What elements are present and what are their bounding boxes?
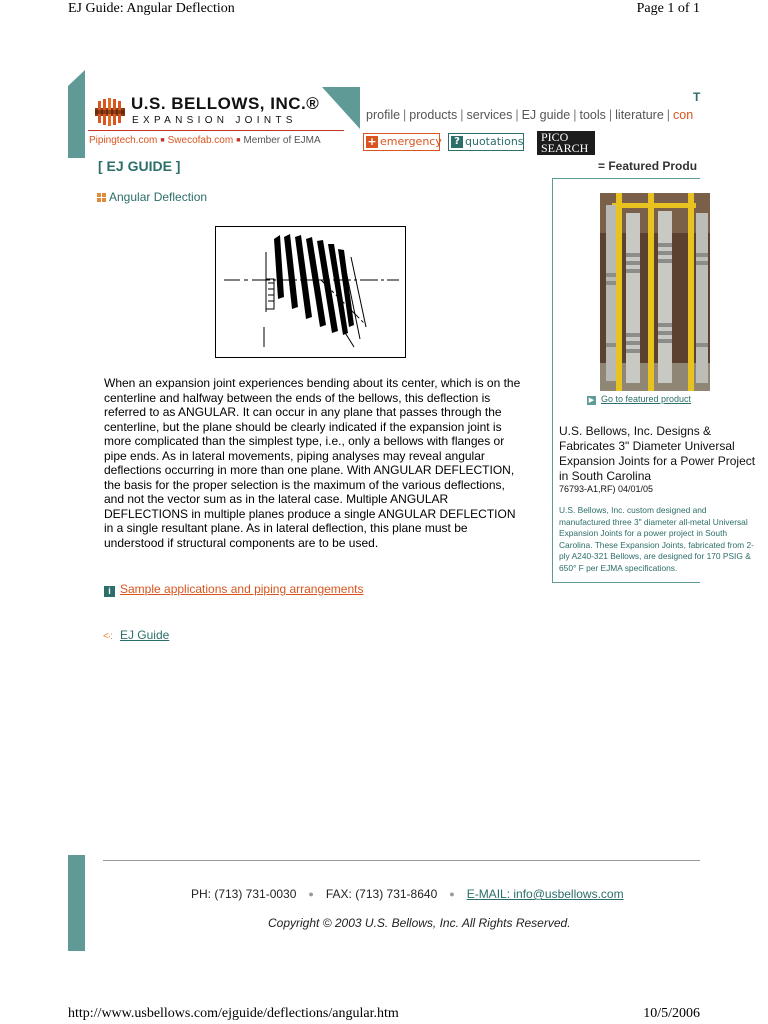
pico-label-line1: PICO [541,130,569,144]
footer-copyright: Copyright © 2003 U.S. Bellows, Inc. All Rights Reserved. [268,916,571,930]
featured-products-heading: = Featured Produ [598,159,698,173]
featured-product-code: 76793-A1,RF) 04/01/05 [559,484,654,494]
bullet-dot-icon: ● [308,889,314,899]
footer-contact-line [191,887,624,901]
print-footer [68,1006,700,1024]
print-date: 10/5/2006 [643,1006,700,1021]
question-icon: ? [451,136,463,148]
sample-applications-link[interactable]: Sample applications and piping arrangements [120,582,364,596]
footer-divider [103,860,700,861]
ejma-member-text: Member of EJMA [243,135,321,146]
nav-contact[interactable]: con [673,108,694,122]
nav-ej-guide[interactable]: EJ guide [521,108,571,122]
ej-guide-link[interactable]: EJ Guide [119,628,170,642]
nav-services[interactable]: services [466,108,513,122]
subtitle-text: Angular Deflection [109,190,208,204]
bellows-logo-icon [95,98,125,126]
main-navigation [366,108,700,126]
footer-email-link[interactable]: E-MAIL: info@usbellows.com [466,887,624,901]
featured-product-link-row [587,394,691,405]
back-arrow-icon: <·: [103,631,112,642]
bellows-diagram-drawing [216,227,405,357]
go-to-featured-product-link[interactable]: Go to featured product [601,394,692,404]
print-page-title: EJ Guide: Angular Deflection [68,1,235,16]
nav-separator: | [608,108,613,122]
pico-search-button[interactable] [537,131,595,155]
nav-literature[interactable]: literature [615,108,664,122]
print-page-number: Page 1 of 1 [636,1,700,16]
square-bullet-icon [97,193,106,202]
teal-accent-corner [68,70,85,86]
nav-separator: | [515,108,519,122]
ej-guide-back-row [103,628,169,642]
nav-products[interactable]: products [409,108,458,122]
section-heading: [ EJ GUIDE ] [98,158,181,174]
emergency-label: emergency [380,135,442,148]
partner-links [89,135,321,146]
footer-phone: PH: (713) 731-0030 [191,887,297,901]
nav-separator: | [666,108,671,122]
separator-square-icon: ■ [160,137,165,144]
info-icon: i [104,586,115,597]
featured-product-description: U.S. Bellows, Inc. custom designed and manufactured three 3" diameter all-metal Universal Expansion Joints for a power project in South Carolina. These Expansion Joints, fabricated from 2-ply A240-321 Bellows, are designed for 170 PSIG & 650° F per EJMA specifications. [559,505,754,573]
print-page-url: http://www.usbellows.com/ejguide/deflections/angular.htm [68,1006,399,1021]
pipingtech-link[interactable]: Pipingtech.com [89,135,158,146]
emergency-button[interactable] [363,133,440,151]
nav-separator: | [573,108,577,122]
quotations-label: quotations [465,135,524,148]
play-arrow-icon: ▶ [588,397,595,404]
nav-separator: | [460,108,464,122]
nav-separator: | [403,108,407,122]
plus-icon: + [367,135,377,148]
featured-product-panel [552,178,756,583]
featured-product-photo[interactable] [600,193,710,391]
angular-deflection-description: When an expansion joint experiences bending about its center, which is on the centerline and halfway between the ends of the bellows, this deflection is referred to as ANGULAR. It can occur in any plane that passes through the centerline, but the plane should be clearly indicated if the expansion joint is more complicated than the simplest type, i.e., only a bellows with flanges or pipe ends. As in lateral movements, piping analyses may reveal angular deflections occurring in more than one plane. With ANGULAR DEFLECTION, the basis for the proper selection is the maximum of the various deflections, and not the vector sum as in the lateral case. Multiple ANGULAR DEFLECTIONS in multiple planes produce a single ANGULAR DEFLECTION in a single resultant plane. As in lateral deflection, this plane must be understood if structural components are to be used. [104,376,521,550]
nav-tools[interactable]: tools [579,108,606,122]
angular-deflection-diagram [215,226,406,358]
print-header [68,1,700,19]
pico-label-line2: SEARCH [541,141,589,155]
logo-company-name: U.S. BELLOWS, INC.® [131,94,320,113]
quotations-button[interactable] [448,133,524,151]
page-subtitle [97,190,207,204]
usbellows-logo[interactable] [95,96,340,130]
teal-accent-bar-bottom [68,855,85,951]
logo-subtitle: EXPANSION JOINTS [132,115,297,126]
nav-profile[interactable]: profile [366,108,401,122]
logo-divider [88,130,344,131]
sample-applications-row [104,582,364,597]
bullet-dot-icon: ● [449,889,455,899]
footer-fax: FAX: (713) 731-8640 [325,887,438,901]
featured-product-title: U.S. Bellows, Inc. Designs & Fabricates 3" Diameter Universal Expansion Joints for a Power Project in South Carolina [559,424,756,483]
swecofab-link[interactable]: Swecofab.com [167,135,234,146]
nav-glyph-fragment: T [693,90,701,104]
separator-square-icon: ■ [236,137,241,144]
